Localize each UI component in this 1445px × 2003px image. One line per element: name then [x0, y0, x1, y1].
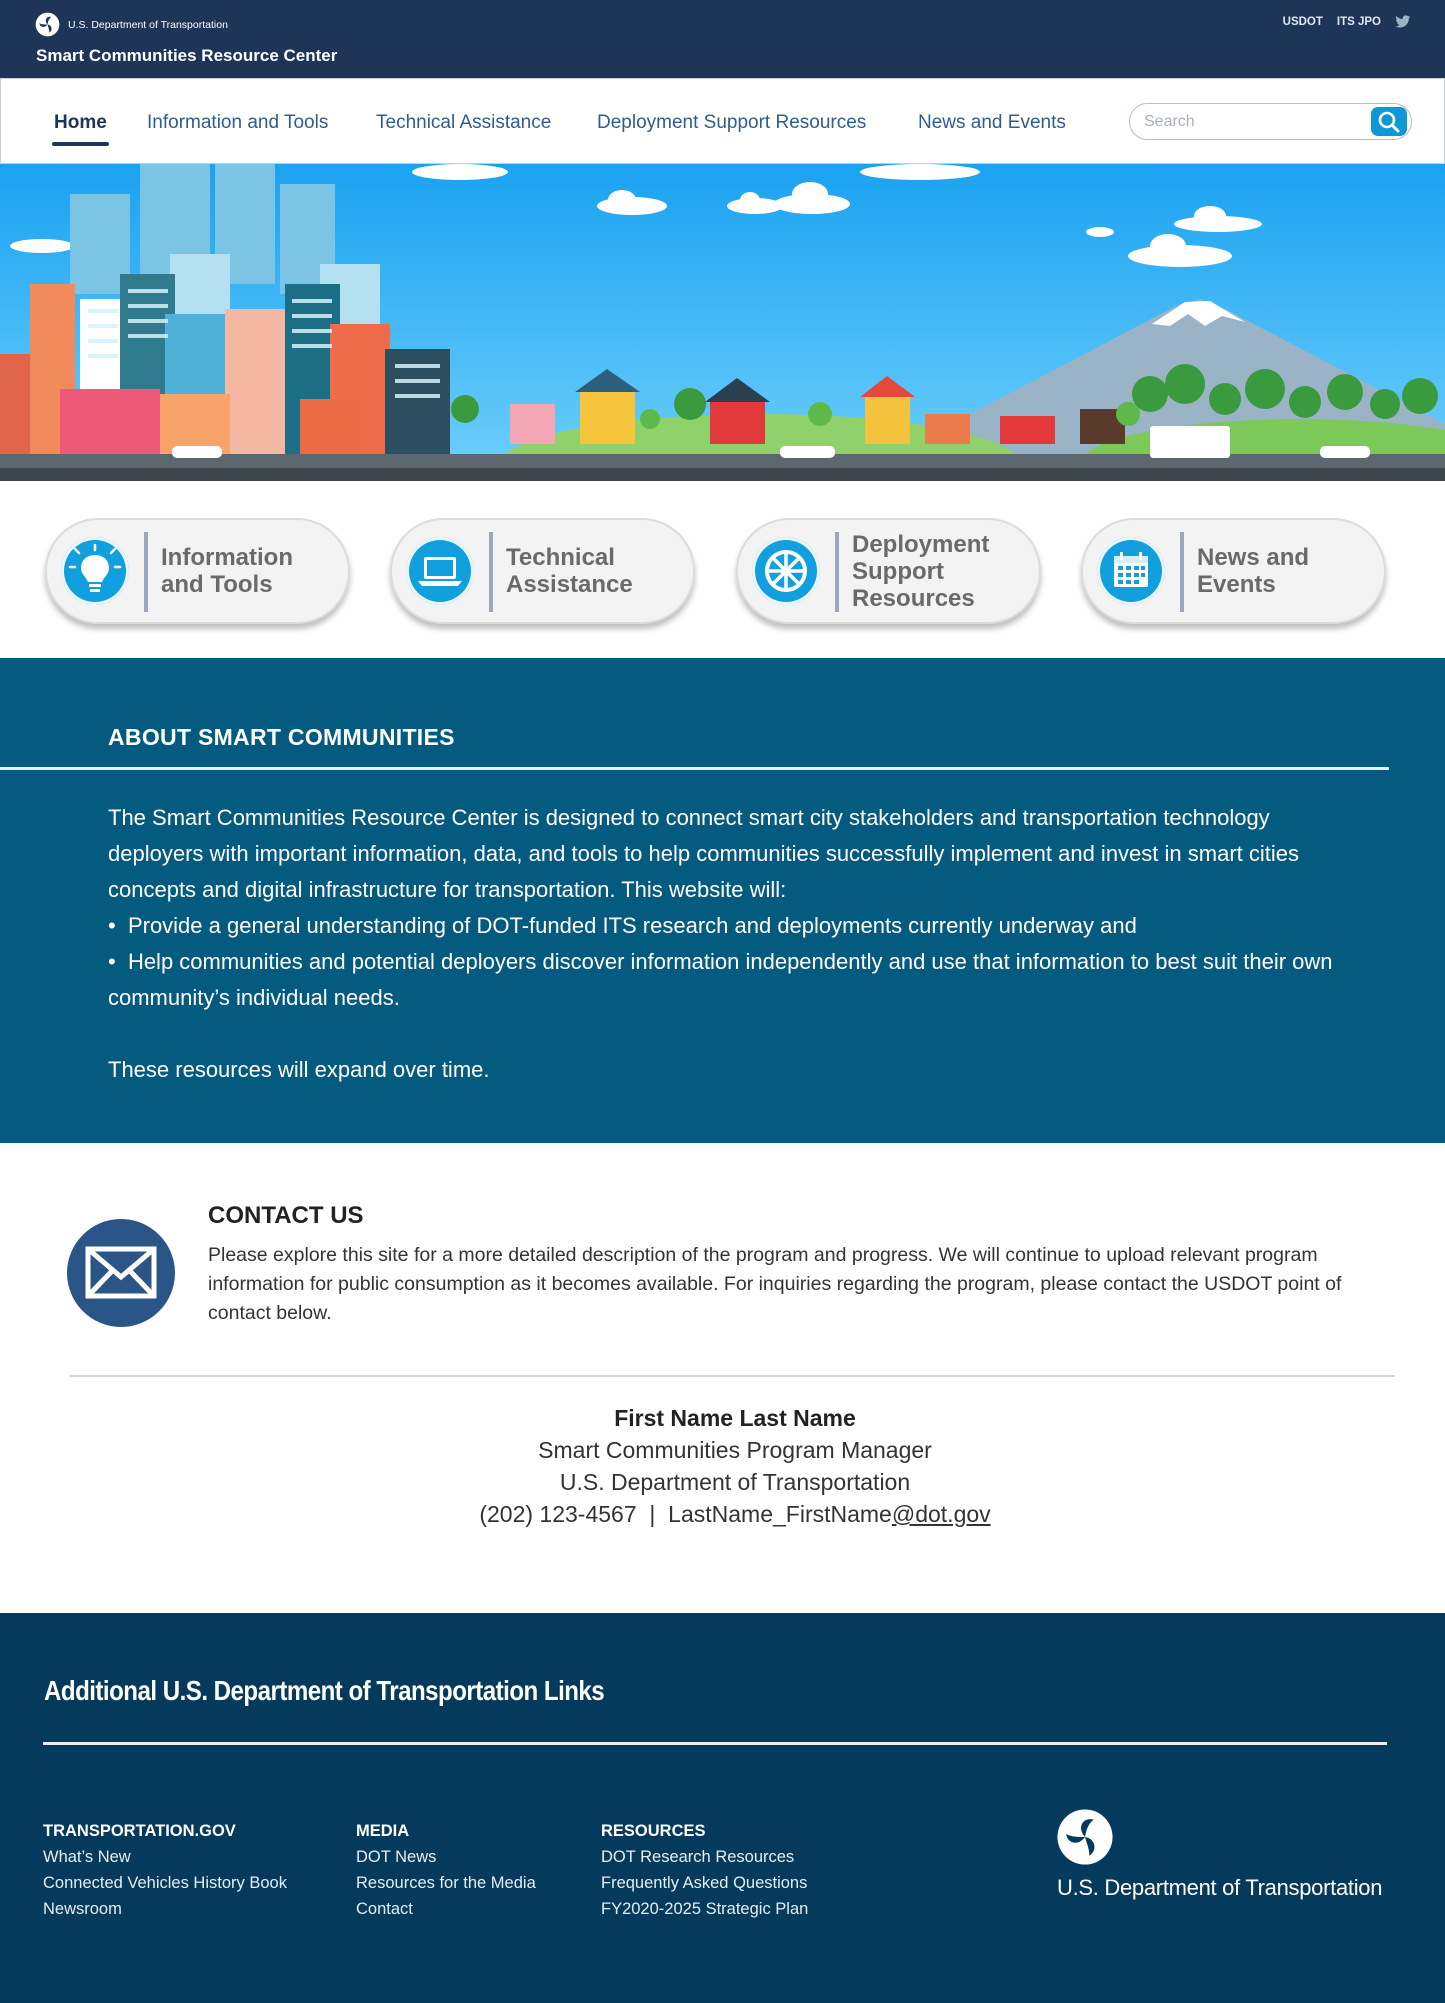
contact-separator: |	[649, 1501, 656, 1527]
quick-link-label: Deployment Support Resources	[852, 530, 990, 612]
footer	[0, 1613, 1445, 2003]
about-title: ABOUT SMART COMMUNITIES	[108, 724, 455, 750]
footer-title: Additional U.S. Department of Transportation Links	[44, 1675, 605, 1706]
site-title[interactable]: Smart Communities Resource Center	[36, 46, 338, 65]
contact-details	[0, 1498, 1445, 1530]
contact-email[interactable]: LastName_FirstName@dot.gov	[668, 1501, 991, 1527]
dot-logo-icon	[35, 12, 60, 37]
utility-link-usdot[interactable]: USDOT	[1282, 16, 1323, 28]
search-box	[1129, 103, 1412, 140]
divider	[70, 1375, 1395, 1377]
nav-deployment-support-resources[interactable]: Deployment Support Resources	[597, 112, 867, 133]
contact-person	[0, 1402, 1445, 1530]
footer-logo-text: U.S. Department of Transportation	[1057, 1875, 1383, 1900]
footer-dot-logo[interactable]	[1056, 1808, 1396, 1918]
main-nav	[0, 78, 1445, 164]
footer-link[interactable]: Contact	[356, 1900, 413, 1918]
agency-brand[interactable]	[35, 12, 228, 37]
search-icon	[1371, 107, 1407, 136]
footer-link[interactable]: Newsroom	[43, 1900, 122, 1918]
agency-name: U.S. Department of Transportation	[68, 18, 228, 31]
contact-body: Please explore this site for a more detailed description of the program and progress. We will continue to upload relevant program information for public consumption as it becomes available. For inquiries regarding the program, please contact the USDOT point of contact below.	[208, 1244, 1342, 1324]
contact-phone: (202) 123-4567	[479, 1501, 637, 1527]
contact-name: First Name Last Name	[614, 1405, 856, 1431]
calendar-icon	[1097, 537, 1165, 605]
search-input[interactable]	[1144, 112, 1364, 132]
footer-link[interactable]: DOT News	[356, 1848, 437, 1866]
dot-logo-icon	[1056, 1808, 1114, 1866]
footer-link[interactable]: DOT Research Resources	[601, 1848, 795, 1866]
nav-information-and-tools[interactable]: Information and Tools	[147, 112, 329, 133]
quick-link-label: News and Events	[1197, 544, 1310, 598]
utility-links	[1283, 15, 1411, 29]
footer-column-transportation	[43, 1818, 287, 1922]
footer-heading: TRANSPORTATION.GOV	[43, 1822, 236, 1840]
nav-home[interactable]: Home	[54, 112, 107, 133]
nav-technical-assistance[interactable]: Technical Assistance	[376, 112, 552, 133]
hero-illustration	[0, 164, 1445, 481]
quick-link-information-and-tools[interactable]	[45, 518, 350, 624]
footer-link[interactable]: Frequently Asked Questions	[601, 1874, 808, 1892]
about-body	[108, 800, 1358, 1088]
envelope-icon	[67, 1219, 175, 1327]
footer-heading: MEDIA	[356, 1822, 410, 1840]
footer-link[interactable]: FY2020-2025 Strategic Plan	[601, 1900, 809, 1918]
laptop-icon	[406, 537, 474, 605]
about-closing: These resources will expand over time.	[108, 1057, 490, 1082]
search-button[interactable]	[1371, 107, 1407, 136]
about-section	[0, 658, 1445, 1143]
footer-heading: RESOURCES	[601, 1822, 706, 1840]
about-intro: The Smart Communities Resource Center is designed to connect smart city stakeholders and transportation technology deployers with important information, data, and tools to help communities successfully implement and invest in smart cities concepts and digital infrastructure for transportation. This website will:	[108, 805, 1299, 902]
contact-role: Smart Communities Program Manager	[538, 1437, 932, 1463]
nav-news-and-events[interactable]: News and Events	[918, 112, 1066, 133]
about-bullet: • Provide a general understanding of DOT-funded ITS research and deployments currently underway and	[108, 913, 1137, 938]
utility-link-its-jpo[interactable]: ITS JPO	[1336, 16, 1381, 28]
quick-link-label: Information and Tools	[161, 544, 293, 598]
footer-link[interactable]: Connected Vehicles History Book	[43, 1874, 287, 1892]
contact-org: U.S. Department of Transportation	[559, 1469, 911, 1495]
wheel-icon	[752, 537, 820, 605]
twitter-icon[interactable]	[1395, 15, 1411, 29]
footer-column-resources	[601, 1818, 808, 1922]
footer-column-media	[356, 1818, 536, 1922]
about-bullet: • Help communities and potential deployers discover information independently and use that information to best suit their own community’s individual needs.	[108, 949, 1333, 1010]
lightbulb-icon	[61, 537, 129, 605]
quick-link-news-and-events[interactable]	[1081, 518, 1386, 624]
divider	[43, 1742, 1387, 1745]
footer-link[interactable]: What’s New	[43, 1848, 131, 1866]
footer-link[interactable]: Resources for the Media	[356, 1874, 536, 1892]
top-bar	[0, 0, 1445, 78]
quick-link-label: Technical Assistance	[506, 544, 633, 598]
quick-link-technical-assistance[interactable]	[390, 518, 695, 624]
contact-title: CONTACT US	[208, 1202, 364, 1229]
quick-link-deployment-support-resources[interactable]	[736, 518, 1041, 624]
divider	[0, 767, 1389, 770]
